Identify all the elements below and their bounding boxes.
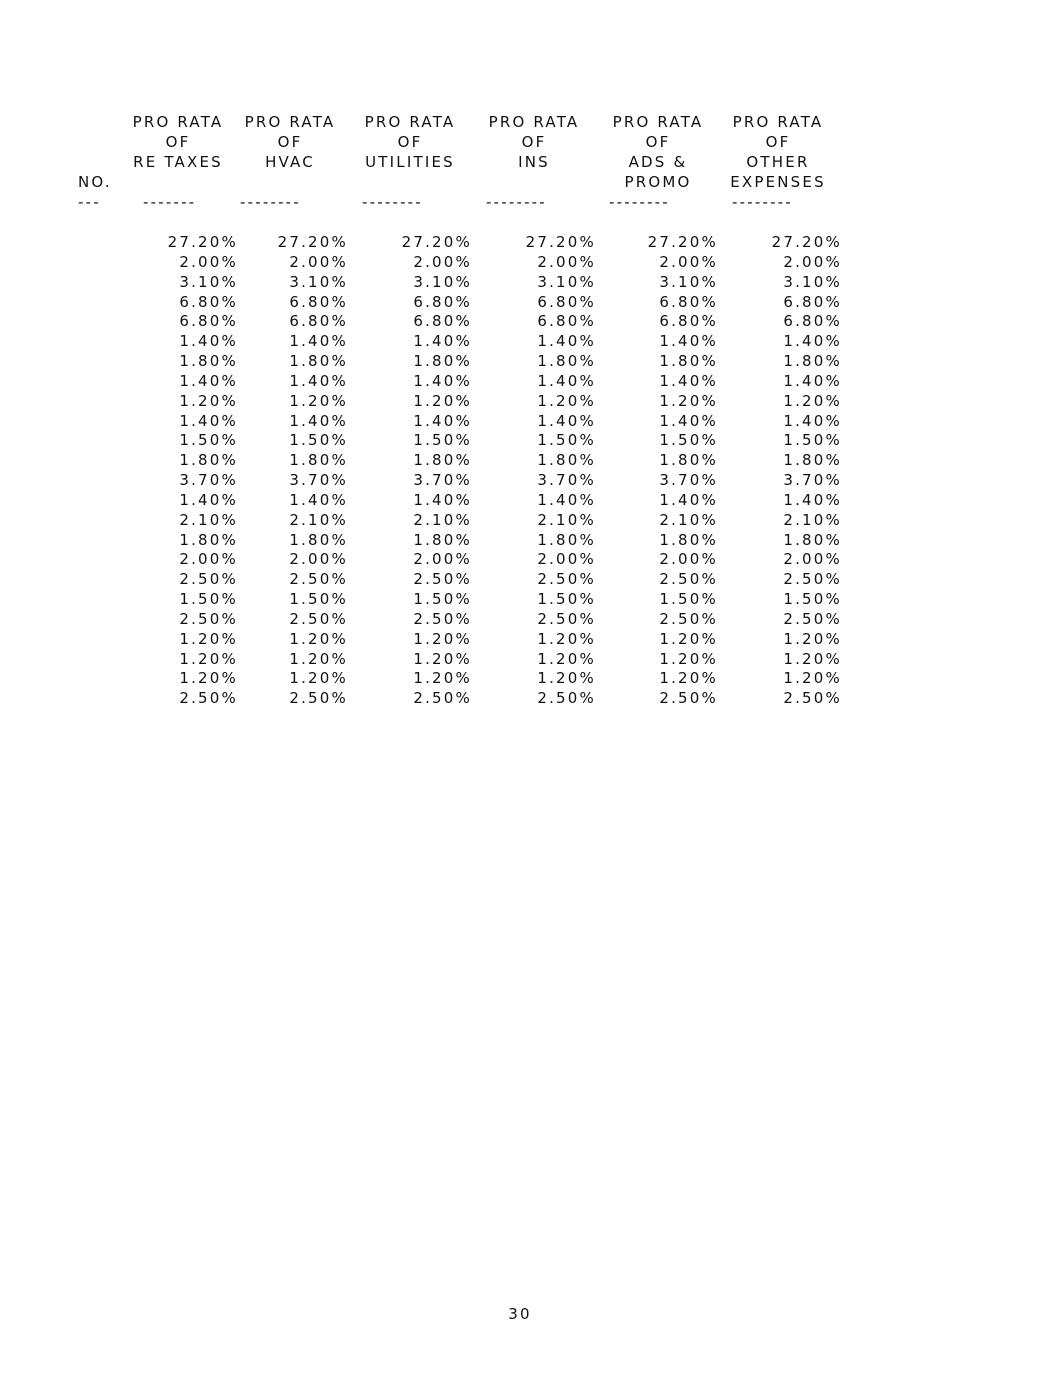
- table-cell: 2.50%: [783, 610, 842, 628]
- table-cell: 1.80%: [537, 451, 596, 469]
- table-cell: 1.20%: [413, 669, 472, 687]
- table-cell: 1.20%: [289, 630, 348, 648]
- table-cell: 1.40%: [413, 412, 472, 430]
- table-cell: 6.80%: [289, 312, 348, 330]
- table-cell: 6.80%: [537, 293, 596, 311]
- table-cell: 1.80%: [537, 531, 596, 549]
- table-cell: 1.20%: [179, 392, 238, 410]
- table-row: [0, 668, 1064, 688]
- table-cell: 3.70%: [413, 471, 472, 489]
- table-cell: 2.00%: [289, 550, 348, 568]
- table-cell: 2.50%: [413, 689, 472, 707]
- table-cell: 6.80%: [179, 312, 238, 330]
- table-row: [0, 549, 1064, 569]
- table-cell: 1.20%: [659, 669, 718, 687]
- column-header-6-line4: EXPENSES: [730, 173, 826, 191]
- table-cell: 3.10%: [413, 273, 472, 291]
- table-row: [0, 351, 1064, 371]
- table-cell: 2.50%: [537, 689, 596, 707]
- column-header-4-line2: OF: [521, 133, 547, 151]
- table-cell: 1.80%: [783, 531, 842, 549]
- table-cell: 2.50%: [659, 689, 718, 707]
- table-cell: 1.20%: [537, 669, 596, 687]
- table-cell: 1.40%: [537, 372, 596, 390]
- table-cell: 1.50%: [783, 431, 842, 449]
- table-cell: 1.50%: [659, 431, 718, 449]
- table-cell: 1.20%: [659, 392, 718, 410]
- table-cell: 1.40%: [659, 372, 718, 390]
- column-header-3-line3: UTILITIES: [365, 153, 455, 171]
- table-cell: 1.50%: [537, 590, 596, 608]
- table-cell: 1.20%: [783, 650, 842, 668]
- table-cell: 1.20%: [783, 630, 842, 648]
- table-cell: 6.80%: [783, 293, 842, 311]
- table-row: [0, 430, 1064, 450]
- table-cell: 2.50%: [413, 610, 472, 628]
- table-cell: 3.70%: [289, 471, 348, 489]
- table-cell: 1.20%: [659, 650, 718, 668]
- table-cell: 2.00%: [783, 253, 842, 271]
- column-header-5-line1: PRO RATA: [612, 113, 704, 131]
- table-cell: 27.20%: [771, 233, 842, 251]
- table-cell: 3.10%: [537, 273, 596, 291]
- table-cell: 1.80%: [783, 352, 842, 370]
- table-cell: 6.80%: [413, 293, 472, 311]
- table-cell: 6.80%: [659, 312, 718, 330]
- column-header-5-line4: PROMO: [624, 173, 692, 191]
- table-cell: 1.40%: [783, 412, 842, 430]
- table-cell: 6.80%: [659, 293, 718, 311]
- table-cell: 2.50%: [413, 570, 472, 588]
- table-cell: 1.40%: [289, 372, 348, 390]
- table-cell: 1.80%: [289, 352, 348, 370]
- table-header: [0, 40, 1064, 211]
- table-cell: 1.40%: [537, 491, 596, 509]
- table-cell: 2.50%: [289, 689, 348, 707]
- table-cell: 2.50%: [289, 570, 348, 588]
- table-cell: 1.40%: [179, 372, 238, 390]
- table-cell: 1.20%: [413, 630, 472, 648]
- table-cell: 1.40%: [289, 491, 348, 509]
- column-header-2-line3: HVAC: [265, 153, 315, 171]
- table-cell: 2.00%: [413, 550, 472, 568]
- table-cell: 1.20%: [289, 669, 348, 687]
- table-cell: 2.00%: [413, 253, 472, 271]
- table-cell: 1.40%: [537, 332, 596, 350]
- column-header-6-line1: PRO RATA: [732, 113, 824, 131]
- table-cell: 1.50%: [659, 590, 718, 608]
- table-cell: 1.20%: [537, 650, 596, 668]
- table-cell: 1.20%: [537, 630, 596, 648]
- column-header-1-line1: PRO RATA: [132, 113, 224, 131]
- column-header-2-dashes: --------: [240, 193, 301, 211]
- no-column-label: NO.: [78, 173, 112, 191]
- column-header-5-dashes: --------: [609, 193, 670, 211]
- table-cell: 2.50%: [289, 610, 348, 628]
- table-cell: 1.80%: [289, 451, 348, 469]
- table-cell: 1.50%: [179, 590, 238, 608]
- table-cell: 2.50%: [783, 689, 842, 707]
- table-cell: 1.50%: [537, 431, 596, 449]
- table-cell: 1.80%: [289, 531, 348, 549]
- table-cell: 1.80%: [659, 451, 718, 469]
- table-cell: 2.00%: [179, 550, 238, 568]
- table-row: [0, 530, 1064, 550]
- table-row: [0, 272, 1064, 292]
- table-row: [0, 629, 1064, 649]
- table-cell: 3.10%: [179, 273, 238, 291]
- table-cell: 3.70%: [537, 471, 596, 489]
- table-cell: 1.80%: [413, 352, 472, 370]
- table-cell: 1.40%: [537, 412, 596, 430]
- table-cell: 6.80%: [537, 312, 596, 330]
- column-header-3-line1: PRO RATA: [364, 113, 456, 131]
- column-header-1-line3: RE TAXES: [133, 153, 223, 171]
- table-cell: 6.80%: [289, 293, 348, 311]
- column-header-4-dashes: --------: [486, 193, 547, 211]
- table-cell: 27.20%: [525, 233, 596, 251]
- table-cell: 1.40%: [289, 332, 348, 350]
- table-cell: 1.50%: [783, 590, 842, 608]
- table-cell: 1.80%: [179, 352, 238, 370]
- table-row: [0, 470, 1064, 490]
- table-cell: 3.10%: [783, 273, 842, 291]
- table-cell: 1.40%: [783, 372, 842, 390]
- column-header-6-line3: OTHER: [746, 153, 810, 171]
- column-header-3-dashes: --------: [362, 193, 423, 211]
- table-row: [0, 688, 1064, 708]
- table-cell: 2.00%: [537, 550, 596, 568]
- table-cell: 27.20%: [167, 233, 238, 251]
- table-cell: 2.10%: [179, 511, 238, 529]
- table-cell: 1.20%: [289, 650, 348, 668]
- table-cell: 2.10%: [659, 511, 718, 529]
- table-row: [0, 331, 1064, 351]
- column-header-4-line3: INS: [518, 153, 550, 171]
- table-cell: 1.20%: [413, 392, 472, 410]
- column-header-6-dashes: --------: [732, 193, 793, 211]
- table-row: [0, 391, 1064, 411]
- table-cell: 27.20%: [277, 233, 348, 251]
- table-cell: 1.40%: [413, 372, 472, 390]
- table-cell: 1.40%: [783, 332, 842, 350]
- table-cell: 2.50%: [537, 610, 596, 628]
- table-cell: 1.40%: [413, 332, 472, 350]
- table-cell: 6.80%: [413, 312, 472, 330]
- table-cell: 1.40%: [289, 412, 348, 430]
- table-cell: 1.40%: [659, 332, 718, 350]
- page-number: 30: [508, 1305, 532, 1323]
- table-cell: 2.50%: [179, 610, 238, 628]
- table-cell: 1.40%: [179, 412, 238, 430]
- column-header-1-line2: OF: [165, 133, 191, 151]
- table-cell: 1.20%: [179, 630, 238, 648]
- table-cell: 2.00%: [537, 253, 596, 271]
- table-cell: 2.10%: [783, 511, 842, 529]
- table-cell: 2.00%: [659, 253, 718, 271]
- table-cell: 1.20%: [659, 630, 718, 648]
- table-cell: 2.50%: [537, 570, 596, 588]
- table-row: [0, 450, 1064, 470]
- table-cell: 2.50%: [659, 570, 718, 588]
- table-cell: 2.50%: [783, 570, 842, 588]
- table-cell: 2.10%: [537, 511, 596, 529]
- table-cell: 1.40%: [179, 491, 238, 509]
- table-cell: 1.40%: [659, 491, 718, 509]
- table-row: [0, 411, 1064, 431]
- table-row: [0, 252, 1064, 272]
- column-header-2-line1: PRO RATA: [244, 113, 336, 131]
- column-header-4-line1: PRO RATA: [488, 113, 580, 131]
- table-cell: 2.00%: [783, 550, 842, 568]
- table-row: [0, 510, 1064, 530]
- table-cell: 1.20%: [537, 392, 596, 410]
- table-cell: 3.70%: [783, 471, 842, 489]
- table-cell: 1.80%: [413, 451, 472, 469]
- table-row: [0, 292, 1064, 312]
- table-cell: 1.20%: [179, 669, 238, 687]
- table-cell: 1.80%: [783, 451, 842, 469]
- table-row: [0, 649, 1064, 669]
- table-cell: 2.50%: [659, 610, 718, 628]
- table-cell: 1.20%: [783, 392, 842, 410]
- column-header-6-line2: OF: [765, 133, 791, 151]
- table-cell: 3.70%: [179, 471, 238, 489]
- table-row: [0, 569, 1064, 589]
- table-cell: 1.20%: [289, 392, 348, 410]
- table-cell: 2.00%: [289, 253, 348, 271]
- table-row: [0, 589, 1064, 609]
- table-cell: 2.50%: [179, 689, 238, 707]
- table-cell: 6.80%: [783, 312, 842, 330]
- table-cell: 3.10%: [659, 273, 718, 291]
- table-cell: 1.80%: [659, 531, 718, 549]
- column-header-5-line2: OF: [645, 133, 671, 151]
- column-header-1-dashes: -------: [143, 193, 197, 211]
- table-cell: 2.00%: [179, 253, 238, 271]
- table-cell: 1.80%: [179, 451, 238, 469]
- table-cell: 1.40%: [783, 491, 842, 509]
- table-cell: 27.20%: [401, 233, 472, 251]
- column-header-3-line2: OF: [397, 133, 423, 151]
- table-cell: 1.50%: [289, 431, 348, 449]
- table-cell: 1.20%: [179, 650, 238, 668]
- table-cell: 1.20%: [783, 669, 842, 687]
- table-cell: 1.50%: [413, 431, 472, 449]
- table-cell: 1.80%: [537, 352, 596, 370]
- table-cell: 27.20%: [647, 233, 718, 251]
- table-row: [0, 490, 1064, 510]
- table-cell: 1.50%: [289, 590, 348, 608]
- table-cell: 2.00%: [659, 550, 718, 568]
- table-cell: 3.10%: [289, 273, 348, 291]
- table-cell: 1.80%: [659, 352, 718, 370]
- table-cell: 1.20%: [413, 650, 472, 668]
- table-row: [0, 311, 1064, 331]
- table-cell: 2.10%: [289, 511, 348, 529]
- table-cell: 1.80%: [179, 531, 238, 549]
- table-row: [0, 371, 1064, 391]
- table-cell: 1.40%: [413, 491, 472, 509]
- table-cell: 6.80%: [179, 293, 238, 311]
- table-cell: 2.50%: [179, 570, 238, 588]
- table-cell: 2.10%: [413, 511, 472, 529]
- table-cell: 1.80%: [413, 531, 472, 549]
- table-cell: 1.50%: [413, 590, 472, 608]
- table-cell: 3.70%: [659, 471, 718, 489]
- table-row: [0, 609, 1064, 629]
- table-cell: 1.40%: [659, 412, 718, 430]
- table-cell: 1.40%: [179, 332, 238, 350]
- column-header-5-line3: ADS &: [628, 153, 688, 171]
- table-cell: 1.50%: [179, 431, 238, 449]
- column-header-2-line2: OF: [277, 133, 303, 151]
- no-column-dashes: ---: [78, 193, 101, 211]
- table-row: [0, 232, 1064, 252]
